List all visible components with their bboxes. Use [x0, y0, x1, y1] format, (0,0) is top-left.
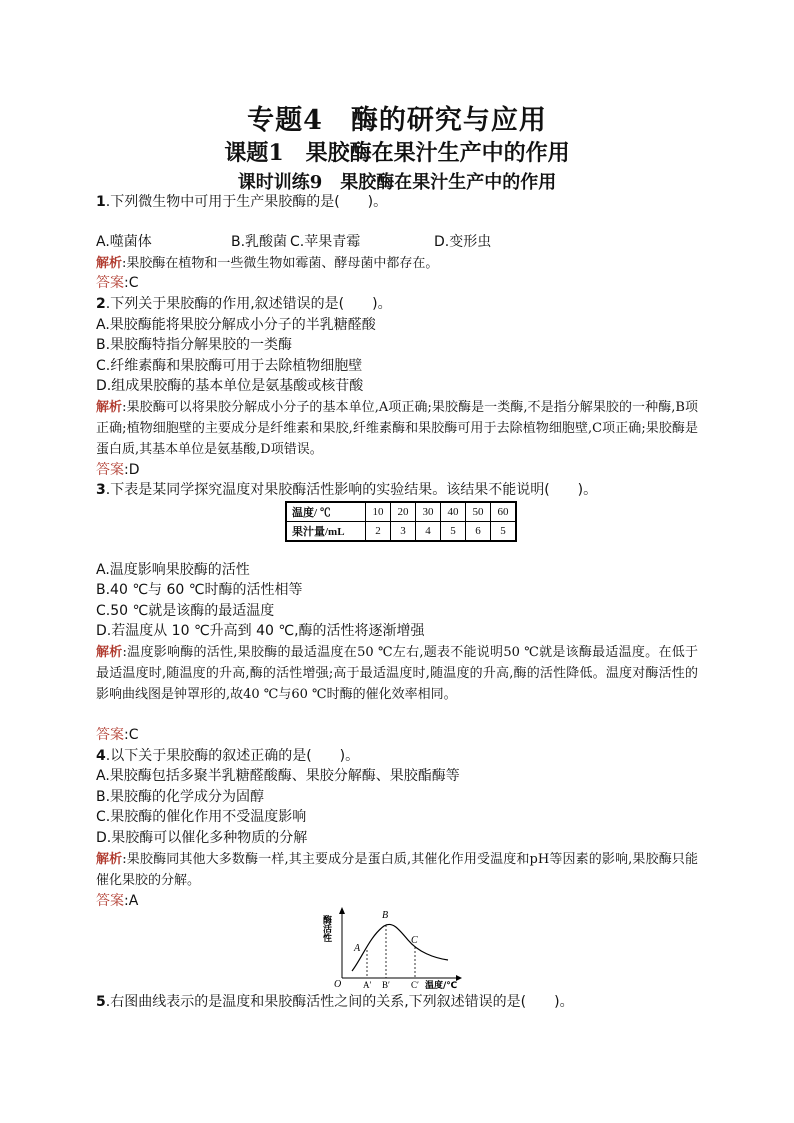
explain-text: :温度影响酶的活性,果胶酶的最适温度在50 ℃左右,题表不能说明50 ℃就是该酶最适温度。在低于最适温度时,随温度的升高,酶的活性增强;高于最适温度时,随温度的升高,酶的活性降低。温度对酶活性的影响曲线图是钟罩形的,故40 ℃与60 ℃时酶的催化效率相同。: [96, 645, 698, 702]
lesson-title: 课题1 果胶酶在果汁生产中的作用: [224, 140, 570, 166]
table-cell: 60: [491, 502, 517, 522]
question-4-explanation: [96, 849, 698, 891]
question-text: .下表是某同学探究温度对果胶酶活性影响的实验结果。该结果不能说明( )。: [105, 482, 598, 498]
training-title: 课时训练9 果胶酶在果汁生产中的作用: [237, 172, 557, 193]
tick-b-label: B′: [382, 980, 390, 990]
explain-label: 解析: [96, 852, 123, 867]
explain-text: :果胶酶在植物和一些微生物如霉菌、酵母菌中都存在。: [122, 256, 439, 271]
topic-title: 专题4 酶的研究与应用: [247, 105, 547, 136]
activity-curve: [352, 924, 448, 971]
enzyme-activity-graph: [318, 906, 468, 992]
explain-label: 解析: [96, 400, 123, 415]
question-number: 4: [96, 748, 106, 764]
question-2-option-d: D.组成果胶酶的基本单位是氨基酸或核苷酸: [96, 378, 364, 394]
answer-label: 答案: [96, 462, 124, 478]
option-a: A.噬菌体: [96, 234, 152, 250]
question-5-stem: [96, 992, 574, 1012]
question-1-options: [96, 232, 491, 252]
question-number: 5: [96, 994, 106, 1010]
question-text: .下列关于果胶酶的作用,叙述错误的是( )。: [105, 296, 392, 312]
explain-label: 解析: [96, 256, 123, 271]
point-b-label: B: [382, 910, 389, 921]
table-cell: 3: [391, 522, 416, 542]
y-axis-arrow: [339, 907, 345, 914]
table-cell: 50: [466, 502, 491, 522]
question-4-option-c: C.果胶酶的催化作用不受温度影响: [96, 809, 307, 825]
table-header: 果汁量/mL: [286, 522, 366, 542]
option-b: B.乳酸菌: [231, 234, 288, 250]
table-cell: 30: [416, 502, 441, 522]
x-axis-label: 温度/℃: [425, 981, 458, 991]
question-4-stem: [96, 746, 359, 766]
answer-text: :C: [124, 727, 139, 743]
question-text: .下列微生物中可用于生产果胶酶的是( )。: [105, 194, 388, 210]
explain-text: :果胶酶可以将果胶分解成小分子的基本单位,A项正确;果胶酶是一类酶,不是指分解果胶的一种酶,B项正确;植物细胞壁的主要成分是纤维素和果胶,纤维素酶和果胶酶可用于去除植物细胞壁,C项正确;果胶酶是蛋白质,其基本单位是氨基酸,D项错误。: [96, 400, 698, 457]
question-2-explanation: [96, 397, 698, 460]
table-header: 温度/ ℃: [286, 502, 366, 522]
y-axis-label: 酶活性: [321, 915, 331, 942]
question-2-option-b: B.果胶酶特指分解果胶的一类酶: [96, 337, 293, 353]
tick-c-label: C′: [411, 980, 419, 990]
question-2-answer: [96, 460, 140, 480]
answer-label: 答案: [96, 893, 124, 909]
table-cell: 2: [366, 522, 391, 542]
question-3-option-d: D.若温度从 10 ℃升高到 40 ℃,酶的活性将逐渐增强: [96, 623, 425, 639]
question-1-explanation: [96, 253, 698, 274]
question-1-answer: [96, 273, 139, 293]
tick-a-label: A′: [363, 980, 372, 990]
question-text: .以下关于果胶酶的叙述正确的是( )。: [105, 748, 360, 764]
temperature-juice-table: [285, 501, 517, 542]
question-2-option-c: C.纤维素酶和果胶酶可用于去除植物细胞壁: [96, 358, 363, 374]
question-2-stem: [96, 294, 392, 314]
question-4-option-a: A.果胶酶包括多聚半乳糖醛酸酶、果胶分解酶、果胶酯酶等: [96, 768, 460, 784]
table-cell: 6: [466, 522, 491, 542]
table-row: [286, 502, 516, 522]
answer-text: :A: [124, 893, 139, 909]
explain-label: 解析: [96, 645, 123, 660]
origin-label: O: [334, 979, 342, 990]
question-number: 1: [96, 194, 106, 210]
question-4-option-d: D.果胶酶可以催化多种物质的分解: [96, 830, 308, 846]
answer-text: :D: [124, 462, 140, 478]
question-3-option-b: B.40 ℃与 60 ℃时酶的活性相等: [96, 582, 303, 598]
table-cell: 40: [441, 502, 466, 522]
question-1-stem: [96, 192, 387, 212]
table-cell: 5: [441, 522, 466, 542]
question-3-explanation: [96, 642, 698, 705]
table-cell: 5: [491, 522, 517, 542]
answer-label: 答案: [96, 275, 124, 291]
question-3-option-c: C.50 ℃就是该酶的最适温度: [96, 603, 275, 619]
question-number: 2: [96, 296, 106, 312]
point-c-label: C: [411, 935, 418, 946]
table-cell: 10: [366, 502, 391, 522]
question-text: .右图曲线表示的是温度和果胶酶活性之间的关系,下列叙述错误的是( )。: [105, 994, 574, 1010]
question-4-option-b: B.果胶酶的化学成分为固醇: [96, 789, 265, 805]
question-3-option-a: A.温度影响果胶酶的活性: [96, 562, 250, 578]
answer-text: :C: [124, 275, 139, 291]
table-cell: 20: [391, 502, 416, 522]
table-row: [286, 522, 516, 542]
answer-label: 答案: [96, 727, 124, 743]
option-c: C.苹果青霉: [290, 234, 361, 250]
question-4-answer: [96, 891, 138, 911]
question-2-option-a: A.果胶酶能将果胶分解成小分子的半乳糖醛酸: [96, 317, 376, 333]
question-3-answer: [96, 725, 139, 745]
table-cell: 4: [416, 522, 441, 542]
question-3-stem: [96, 480, 597, 500]
option-d: D.变形虫: [434, 234, 492, 250]
point-a-label: A: [354, 943, 361, 954]
explain-text: :果胶酶同其他大多数酶一样,其主要成分是蛋白质,其催化作用受温度和pH等因素的影响,果胶酶只能催化果胶的分解。: [96, 852, 698, 888]
question-number: 3: [96, 482, 106, 498]
